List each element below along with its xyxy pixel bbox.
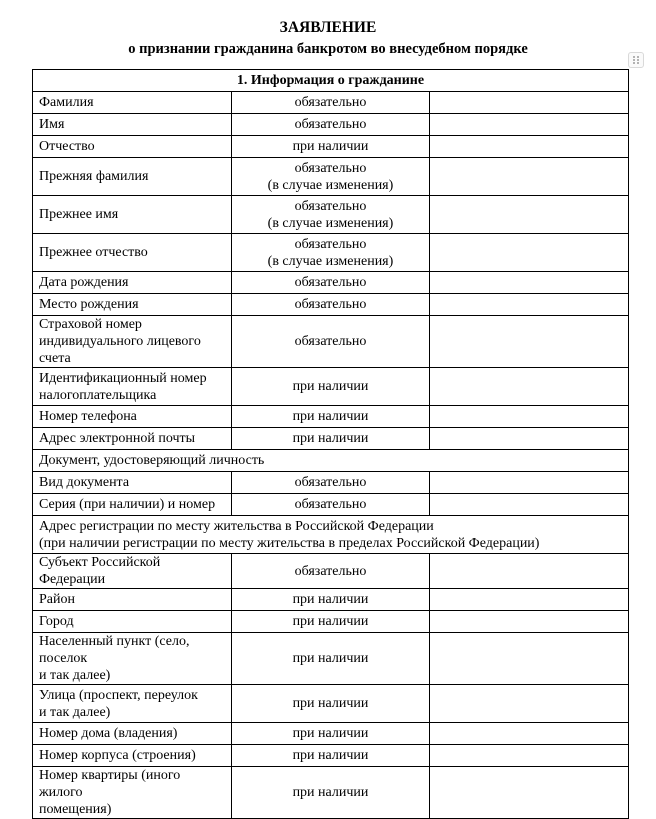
field-label: Страховой номер индивидуального лицевого счета xyxy=(33,316,232,368)
field-label: Номер квартиры (иного жилого помещения) xyxy=(33,767,232,819)
subsection-heading: Документ, удостоверяющий личность xyxy=(33,450,629,472)
document-header xyxy=(0,17,656,59)
table-row xyxy=(33,767,629,819)
field-value-cell[interactable] xyxy=(430,368,629,406)
field-requirement: обязательно (в случае изменения) xyxy=(231,158,430,196)
table-row xyxy=(33,611,629,633)
field-requirement: обязательно xyxy=(231,494,430,516)
field-label: Номер телефона xyxy=(33,406,232,428)
table-row xyxy=(33,158,629,196)
section-heading: 1. Информация о гражданине xyxy=(33,70,629,92)
field-value-cell[interactable] xyxy=(430,633,629,685)
table-row xyxy=(33,589,629,611)
field-label: Субъект Российской Федерации xyxy=(33,554,232,589)
field-label: Идентификационный номер налогоплательщика xyxy=(33,368,232,406)
field-requirement: обязательно xyxy=(231,114,430,136)
field-value-cell[interactable] xyxy=(430,745,629,767)
table-row xyxy=(33,196,629,234)
table-row xyxy=(33,114,629,136)
table-row xyxy=(33,428,629,450)
field-requirement: при наличии xyxy=(231,633,430,685)
table-row xyxy=(33,136,629,158)
field-label: Место рождения xyxy=(33,294,232,316)
table-row xyxy=(33,406,629,428)
field-label: Вид документа xyxy=(33,472,232,494)
subsection-row xyxy=(33,516,629,554)
field-label: Номер дома (владения) xyxy=(33,723,232,745)
field-label: Населенный пункт (село, поселок и так далее) xyxy=(33,633,232,685)
field-label: Номер корпуса (строения) xyxy=(33,745,232,767)
field-value-cell[interactable] xyxy=(430,136,629,158)
field-label: Прежняя фамилия xyxy=(33,158,232,196)
field-value-cell[interactable] xyxy=(430,234,629,272)
field-label: Серия (при наличии) и номер xyxy=(33,494,232,516)
citizen-info-table-body xyxy=(33,70,629,819)
document-title: ЗАЯВЛЕНИЕ xyxy=(279,19,377,36)
field-requirement: при наличии xyxy=(231,767,430,819)
table-row xyxy=(33,272,629,294)
field-requirement: обязательно xyxy=(231,92,430,114)
table-row xyxy=(33,554,629,589)
field-value-cell[interactable] xyxy=(430,92,629,114)
table-row xyxy=(33,685,629,723)
field-label: Улица (проспект, переулок и так далее) xyxy=(33,685,232,723)
citizen-info-table xyxy=(32,69,629,819)
field-value-cell[interactable] xyxy=(430,114,629,136)
document-subtitle: о признании гражданина банкротом во внесудебном порядке xyxy=(128,41,528,57)
table-row xyxy=(33,368,629,406)
field-requirement: при наличии xyxy=(231,611,430,633)
field-requirement: при наличии xyxy=(231,428,430,450)
field-requirement: при наличии xyxy=(231,136,430,158)
table-row xyxy=(33,294,629,316)
field-requirement: обязательно xyxy=(231,316,430,368)
subsection-heading: Адрес регистрации по месту жительства в Российской Федерации (при наличии регистрации по месту жительства в пределах Российской Федерации) xyxy=(33,516,629,554)
field-value-cell[interactable] xyxy=(430,158,629,196)
field-label: Прежнее имя xyxy=(33,196,232,234)
drag-handle-icon xyxy=(632,55,640,65)
table-row xyxy=(33,723,629,745)
field-value-cell[interactable] xyxy=(430,494,629,516)
field-label: Прежнее отчество xyxy=(33,234,232,272)
field-label: Адрес электронной почты xyxy=(33,428,232,450)
section-heading-row xyxy=(33,70,629,92)
field-value-cell[interactable] xyxy=(430,611,629,633)
table-row xyxy=(33,745,629,767)
field-label: Город xyxy=(33,611,232,633)
field-label: Дата рождения xyxy=(33,272,232,294)
field-value-cell[interactable] xyxy=(430,472,629,494)
field-value-cell[interactable] xyxy=(430,294,629,316)
field-label: Район xyxy=(33,589,232,611)
table-row xyxy=(33,633,629,685)
field-value-cell[interactable] xyxy=(430,272,629,294)
field-requirement: при наличии xyxy=(231,589,430,611)
field-requirement: обязательно xyxy=(231,272,430,294)
field-value-cell[interactable] xyxy=(430,196,629,234)
field-value-cell[interactable] xyxy=(430,767,629,819)
field-value-cell[interactable] xyxy=(430,589,629,611)
field-requirement: обязательно xyxy=(231,554,430,589)
field-requirement: обязательно xyxy=(231,472,430,494)
field-requirement: при наличии xyxy=(231,723,430,745)
field-requirement: обязательно xyxy=(231,294,430,316)
table-row xyxy=(33,234,629,272)
field-requirement: при наличии xyxy=(231,368,430,406)
field-requirement: при наличии xyxy=(231,745,430,767)
field-requirement: обязательно (в случае изменения) xyxy=(231,234,430,272)
field-requirement: при наличии xyxy=(231,406,430,428)
field-value-cell[interactable] xyxy=(430,685,629,723)
field-value-cell[interactable] xyxy=(430,406,629,428)
field-value-cell[interactable] xyxy=(430,554,629,589)
table-row xyxy=(33,316,629,368)
table-row xyxy=(33,92,629,114)
field-requirement: обязательно (в случае изменения) xyxy=(231,196,430,234)
table-row xyxy=(33,472,629,494)
field-requirement: при наличии xyxy=(231,685,430,723)
field-label: Отчество xyxy=(33,136,232,158)
field-value-cell[interactable] xyxy=(430,723,629,745)
field-label: Имя xyxy=(33,114,232,136)
field-value-cell[interactable] xyxy=(430,316,629,368)
field-value-cell[interactable] xyxy=(430,428,629,450)
table-drag-handle[interactable] xyxy=(628,52,644,68)
field-label: Фамилия xyxy=(33,92,232,114)
table-row xyxy=(33,494,629,516)
subsection-row xyxy=(33,450,629,472)
